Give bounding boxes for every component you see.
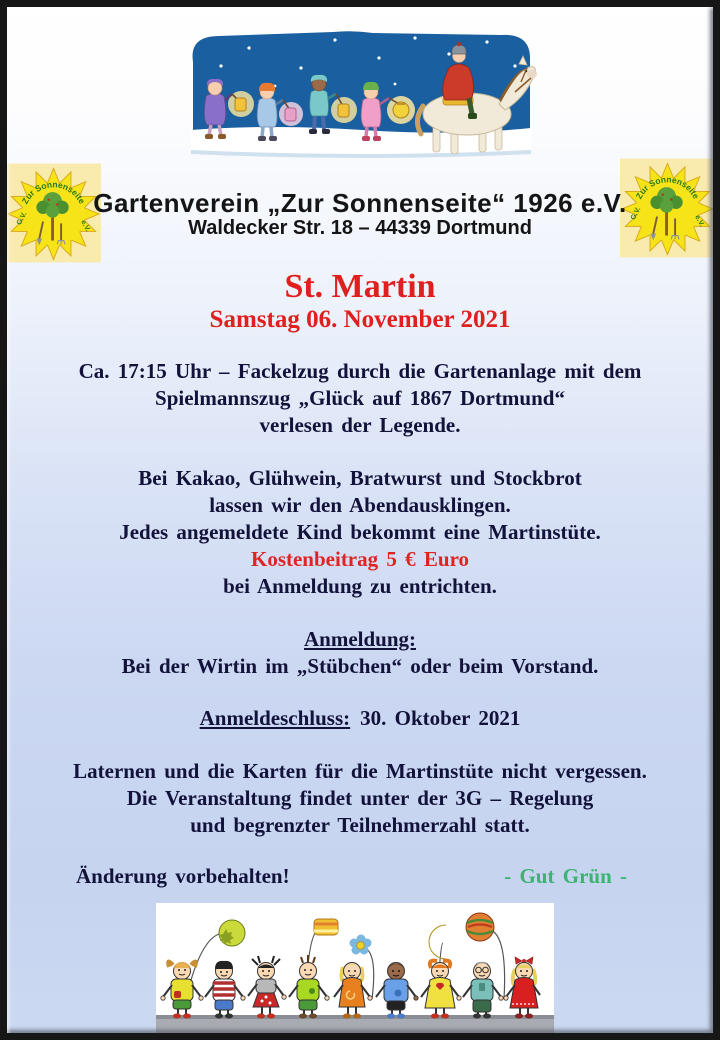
deadline-value: 30. Oktober 2021 xyxy=(360,706,521,730)
body-line: Bei der Wirtin im „Stübchen“ oder beim Vorstand. xyxy=(121,654,599,678)
event-title: St. Martin xyxy=(284,268,436,305)
body-line: Jedes angemeldete Kind bekommt eine Martinstüte. xyxy=(119,520,601,544)
club-address: Waldecker Str. 18 – 44339 Dortmund xyxy=(188,217,532,239)
event-date: Samstag 06. November 2021 xyxy=(209,306,511,333)
kid-icon xyxy=(248,956,286,1019)
kid-icon xyxy=(289,955,329,1019)
disclaimer-text: Änderung vorbehalten! xyxy=(76,864,290,888)
night-procession-icon xyxy=(183,26,537,164)
children-lanterns-illustration xyxy=(156,903,554,1033)
paragraph-deadline xyxy=(0,705,720,732)
kid-icon xyxy=(334,963,372,1019)
flower-lantern-icon xyxy=(350,935,372,955)
paragraph-registration xyxy=(0,626,720,680)
body-line: Ca. 17:15 Uhr – Fackelzug durch die Gartenanlage mit dem xyxy=(78,359,642,383)
lanterns-icon xyxy=(219,913,494,959)
body-line: lassen wir den Abendausklingen. xyxy=(209,493,511,517)
logo-arc-text: Zur Sonnenseite xyxy=(19,179,88,206)
flyer-body xyxy=(0,358,720,890)
logo-arc-text: Zur Sonnenseite xyxy=(633,174,702,201)
body-line: und begrenzter Teilnehmerzahl statt. xyxy=(190,813,530,837)
kid-icon xyxy=(205,961,245,1019)
paragraph-food xyxy=(0,465,720,600)
body-line: Die Veranstaltung findet unter der 3G – Regelung xyxy=(126,786,594,810)
kid-icon xyxy=(376,963,418,1019)
body-line: Spielmannszug „Glück auf 1867 Dortmund“ xyxy=(155,386,565,410)
kid-icon xyxy=(504,957,540,1019)
logo-suffix-text: e.V. xyxy=(693,213,706,229)
body-line: verlesen der Legende. xyxy=(259,413,461,437)
kid-icon xyxy=(421,961,461,1019)
kid-icon xyxy=(463,963,503,1019)
children-row-icon xyxy=(156,903,554,1033)
signoff-text: - Gut Grün - xyxy=(504,864,627,888)
body-line: Bei Kakao, Glühwein, Bratwurst und Stockbrot xyxy=(138,466,582,490)
footer-row xyxy=(0,863,720,890)
paragraph-notes xyxy=(0,758,720,839)
club-name: Gartenverein „Zur Sonnenseite“ 1926 e.V. xyxy=(93,188,627,218)
kid-icon xyxy=(161,961,203,1018)
body-line: Laternen und die Karten für die Martinstüte nicht vergessen. xyxy=(73,759,647,783)
logo-prefix-text: G.V. xyxy=(14,210,29,227)
paragraph-program xyxy=(0,358,720,439)
logo-prefix-text: G.V. xyxy=(628,205,643,222)
lantern-procession-illustration xyxy=(183,26,537,164)
deadline-label: Anmeldeschluss: xyxy=(199,706,351,730)
fee-line: Kostenbeitrag 5 € Euro xyxy=(250,547,470,571)
body-line: bei Anmeldung zu entrichten. xyxy=(223,574,497,598)
registration-heading: Anmeldung: xyxy=(303,627,417,651)
logo-suffix-text: e.V. xyxy=(79,218,92,234)
